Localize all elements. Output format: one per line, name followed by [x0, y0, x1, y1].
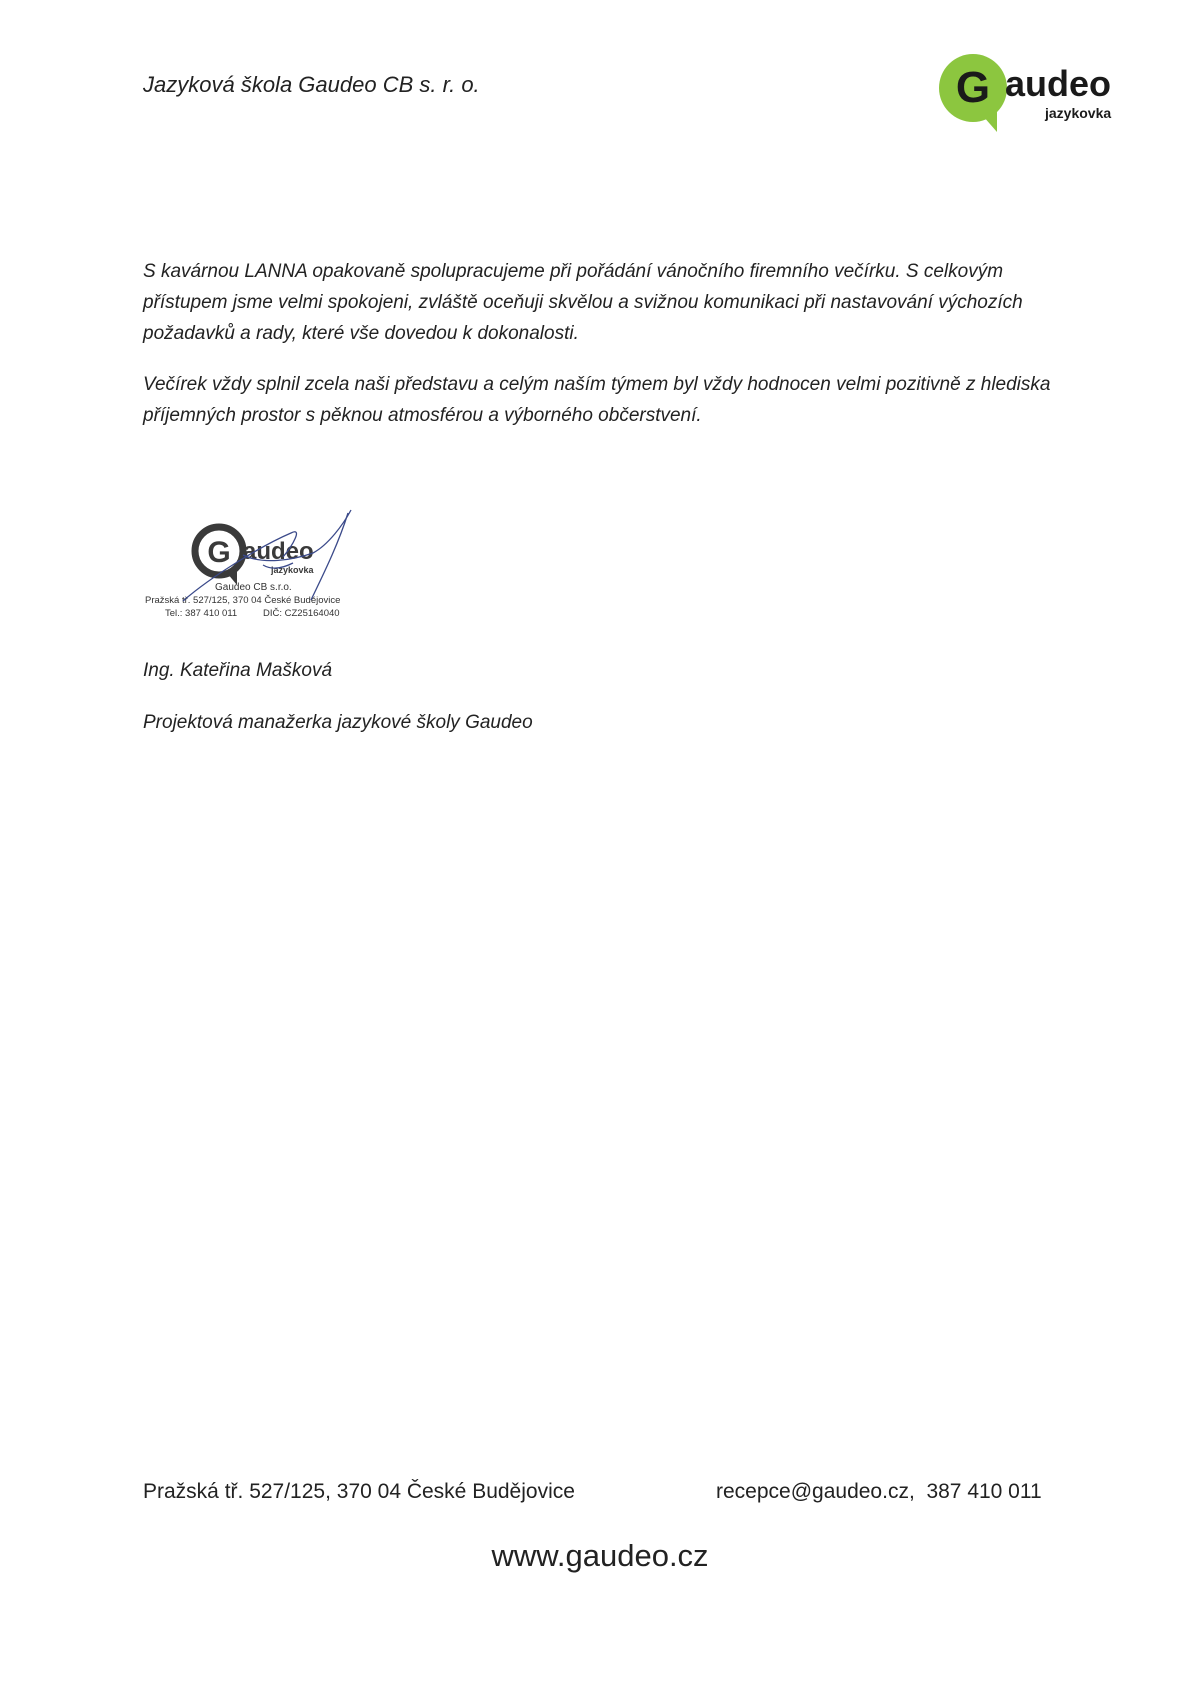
company-stamp [143, 505, 383, 620]
logo-tagline: jazykovka [1045, 105, 1112, 121]
logo-word: audeo [1005, 63, 1112, 104]
gaudeo-logo [935, 52, 1135, 132]
stamp-word: audeo [243, 538, 314, 565]
footer-contact: recepce@gaudeo.cz, 387 410 011 [716, 1480, 1042, 1503]
header-company-name: Jazyková škola Gaudeo CB s. r. o. [143, 72, 480, 97]
stamp-tagline: jazykovka [271, 565, 314, 575]
stamp-letter: G [207, 536, 231, 569]
signer-name: Ing. Kateřina Mašková [143, 660, 333, 681]
signer-role: Projektová manažerka jazykové školy Gaudeo [143, 712, 533, 733]
logo-letter: G [955, 63, 991, 112]
footer-website: www.gaudeo.cz [491, 1538, 709, 1573]
stamp-phone: Tel.: 387 410 011 [165, 608, 238, 619]
letter-paragraph-1: S kavárnou LANNA opakovaně spolupracujeme při pořádání vánočního firemního večírku. S celkovým přístupem jsme velmi spokojeni, zvláště oceňuji skvělou a svižnou komunikaci při nastavování výchozích požadavků a rady, které vše dovedou k dokonalosti. [143, 261, 1023, 344]
footer-address: Pražská tř. 527/125, 370 04 České Budějovice [143, 1480, 575, 1503]
stamp-dic: DIČ: CZ25164040 [263, 608, 340, 619]
letter-body [143, 256, 1073, 451]
stamp-company: Gaudeo CB s.r.o. [215, 582, 292, 593]
letter-paragraph-2: Večírek vždy splnil zcela naši představu a celým naším týmem byl vždy hodnocen velmi pozitivně z hlediska příjemných prostor s pěknou atmosférou a výborného občerstvení. [143, 374, 1051, 426]
stamp-address: Pražská tř. 527/125, 370 04 České Budějovice [145, 595, 341, 606]
